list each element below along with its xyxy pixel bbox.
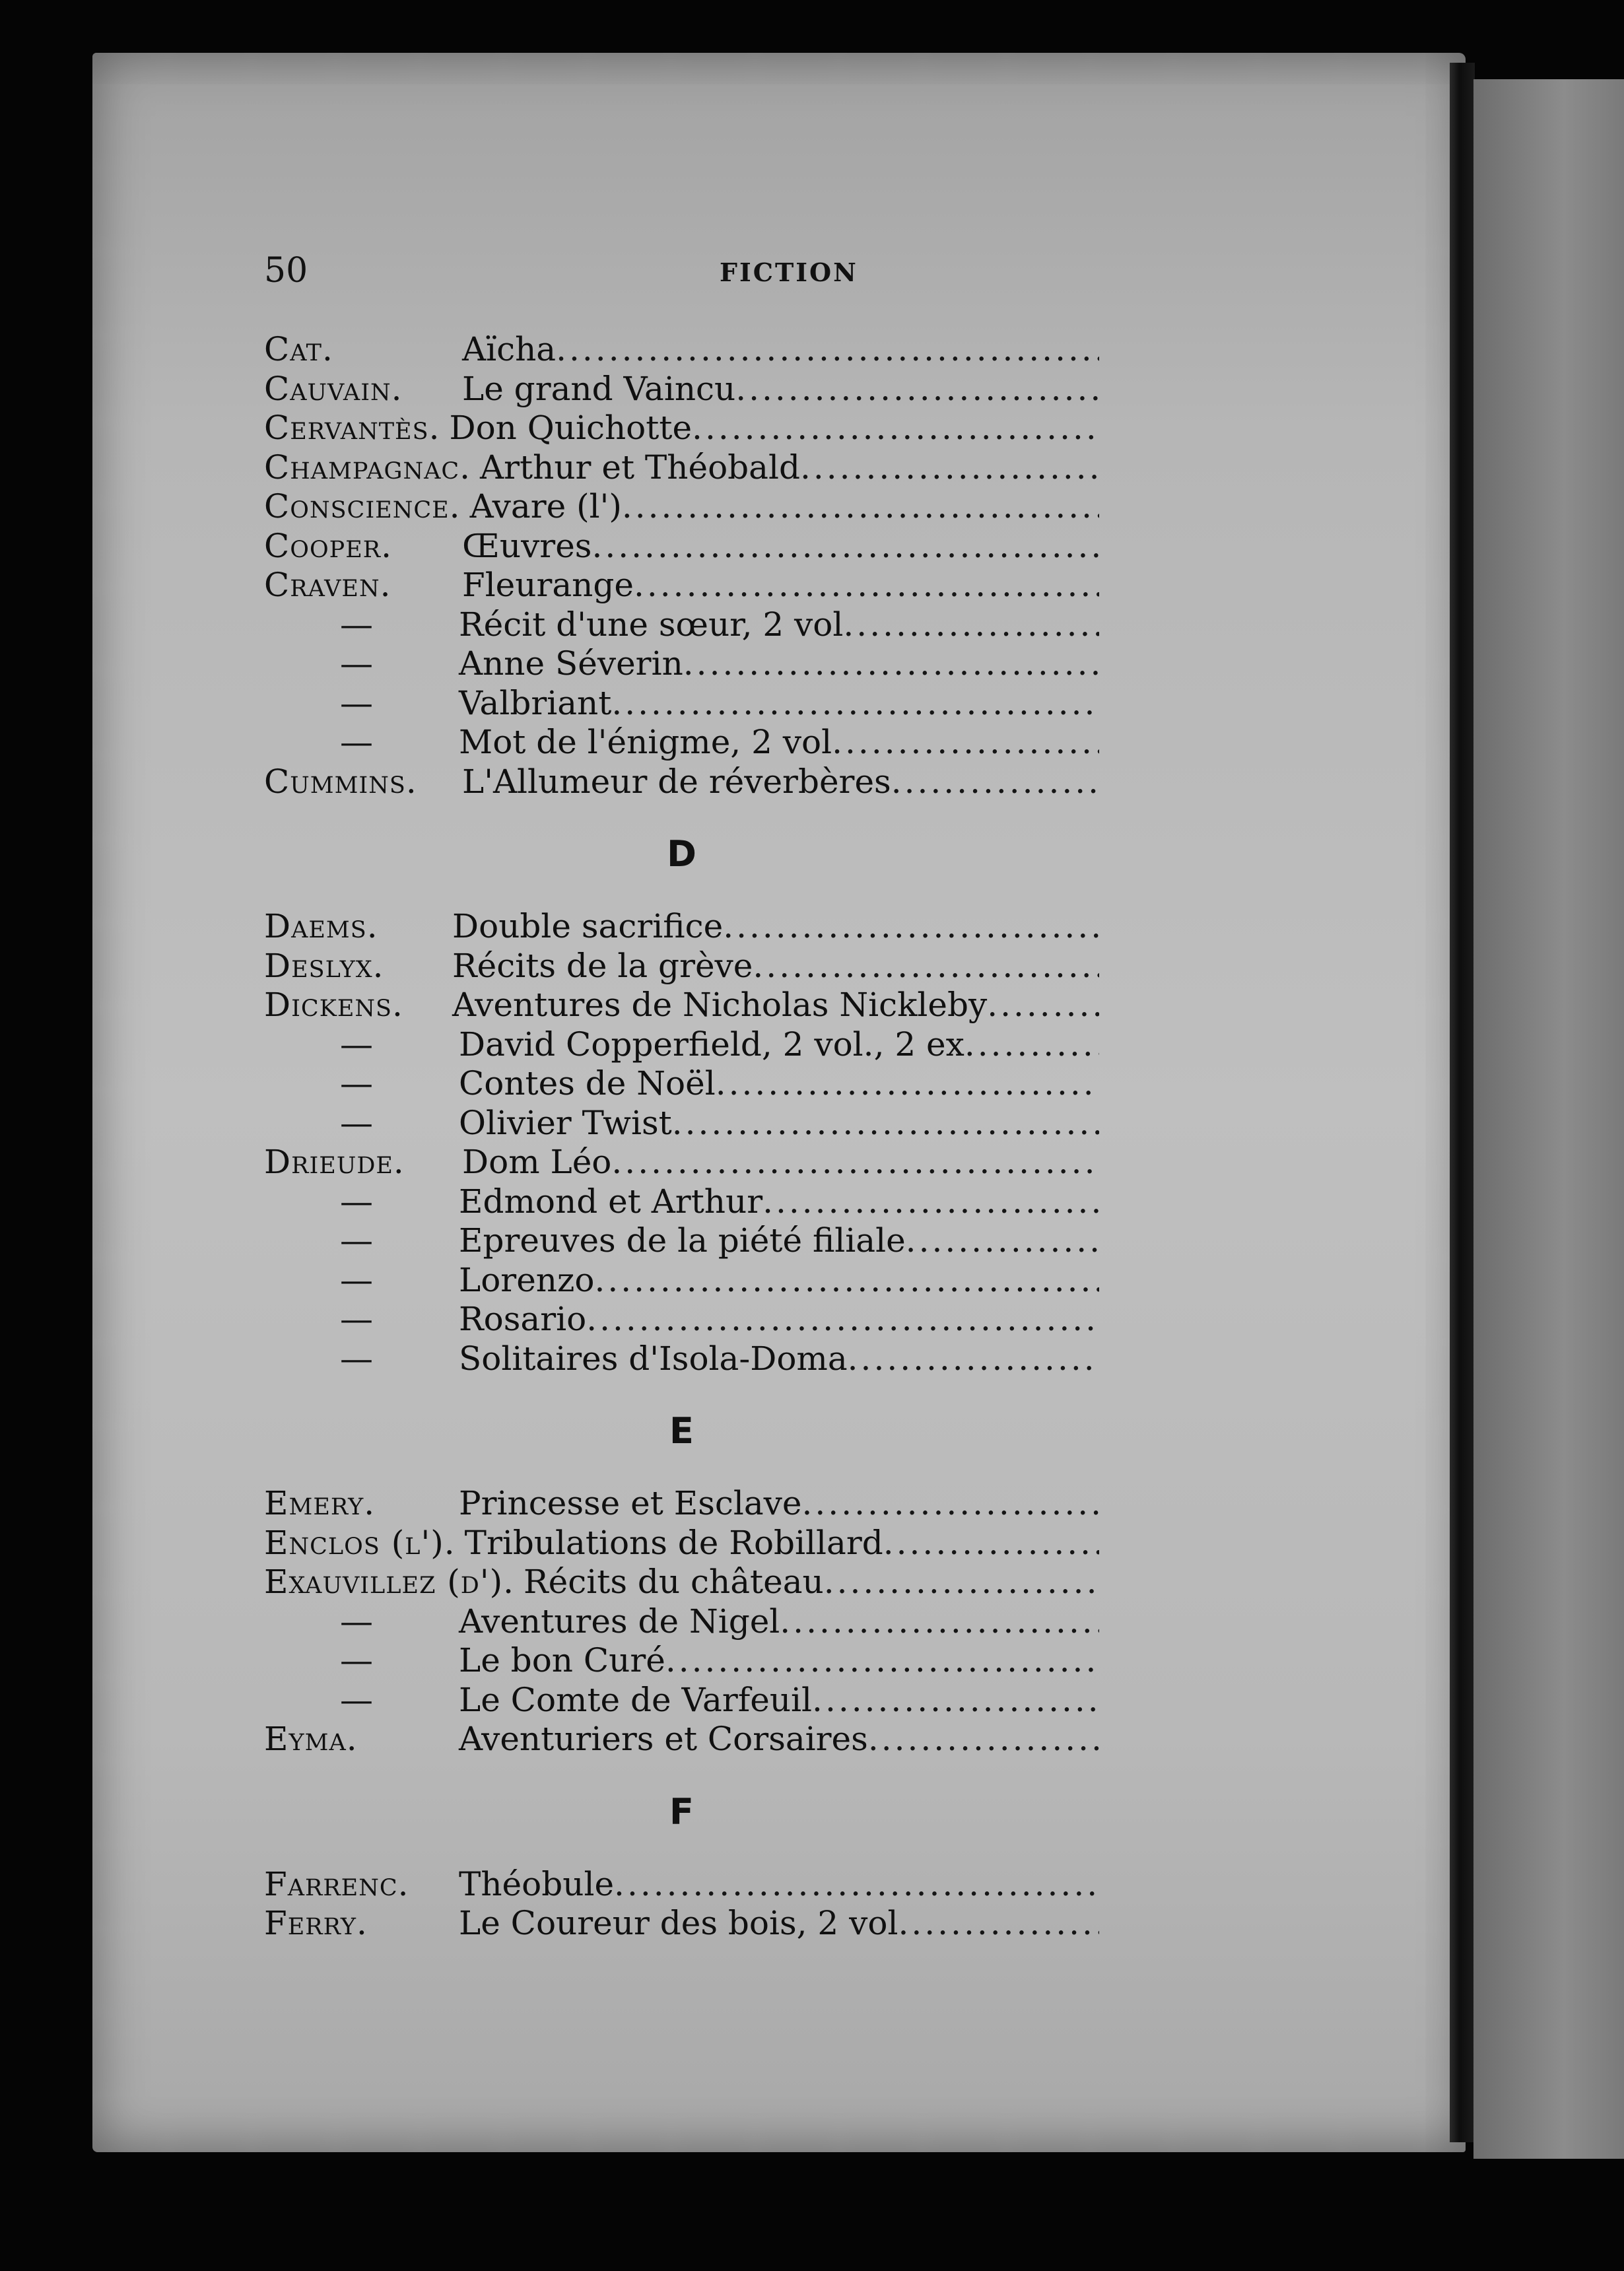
catalog-entry [264, 1300, 1099, 1339]
entry-title-line [459, 1221, 1099, 1261]
author-name: Farrenc. [264, 1864, 409, 1903]
ditto-dash: — [340, 1025, 373, 1064]
entry-title-line [462, 1143, 1099, 1182]
leader-dots [634, 566, 1099, 605]
entry-title-line [462, 527, 1099, 566]
section-letter: D [667, 833, 696, 875]
book-title: Tribulations de Robillard [464, 1523, 883, 1562]
leader-dots [672, 1104, 1099, 1143]
entry-title-line [459, 1025, 1099, 1065]
leader-dots [780, 1602, 1099, 1642]
entry-title-line [462, 763, 1099, 802]
leader-dots [594, 1261, 1099, 1301]
leader-dots [592, 527, 1099, 566]
leader-dots [883, 1524, 1099, 1563]
entry-title-line [459, 1339, 1099, 1379]
running-header [264, 251, 1096, 297]
entry-title-line [459, 723, 1099, 763]
catalog-entry [264, 684, 1099, 724]
book-title: Solitaires d'Isola-Doma [459, 1339, 848, 1378]
leader-dots [906, 1221, 1099, 1261]
book-title: Contes de Noël [459, 1064, 716, 1102]
book-title: Mot de l'énigme, 2 vol [459, 723, 832, 761]
author-name: Cauvain. [264, 369, 403, 408]
entry-title-line [459, 1182, 1099, 1222]
catalog-entry [264, 644, 1099, 684]
ditto-dash: — [340, 1339, 373, 1378]
section-letter: F [669, 1790, 694, 1833]
catalog-entry [264, 947, 1099, 986]
entry-title-line [459, 1300, 1099, 1339]
leader-dots [692, 409, 1099, 448]
author-name: Cooper. [264, 526, 392, 565]
author-name: Enclos (l'). [264, 1523, 456, 1562]
book-title: Valbriant [459, 683, 612, 722]
catalog-entry [264, 907, 1099, 947]
book-title: Aventuriers et Corsaires [459, 1720, 868, 1758]
leader-dots [735, 370, 1099, 409]
entry-title-line [459, 1484, 1099, 1524]
leader-dots [832, 723, 1099, 763]
entry-title-line [452, 947, 1099, 986]
entry-title-line [459, 1681, 1099, 1720]
book-title: Le grand Vaincu [462, 369, 736, 408]
catalog-entry [264, 1339, 1099, 1379]
catalog-entry [264, 1524, 1099, 1563]
book-title: Récits du château [524, 1563, 824, 1601]
ditto-dash: — [340, 644, 373, 683]
entry-title-line [524, 1563, 1099, 1602]
book-title: Olivier Twist [459, 1103, 672, 1142]
author-name: Ferry. [264, 1904, 368, 1942]
ditto-dash: — [340, 1602, 373, 1641]
leader-dots [898, 1904, 1099, 1944]
entry-title-line [459, 644, 1099, 684]
catalog-entry [264, 1064, 1099, 1104]
book-title: Avare (l') [469, 487, 622, 525]
leader-dots [586, 1300, 1099, 1339]
entry-title-line [459, 605, 1099, 645]
author-name: Exauvillez (d'). [264, 1563, 515, 1601]
entry-title-line [452, 986, 1099, 1025]
entry-title-line [480, 448, 1099, 488]
author-name: Craven. [264, 566, 391, 604]
leader-dots [723, 907, 1099, 947]
catalog-entry [264, 1025, 1099, 1065]
entry-title-line [470, 487, 1099, 527]
catalog-entry [264, 1904, 1099, 1944]
ditto-dash: — [340, 605, 373, 644]
ditto-dash: — [340, 1641, 373, 1679]
author-name: Drieude. [264, 1143, 405, 1181]
ditto-dash: — [340, 723, 373, 761]
catalog-entry [264, 527, 1099, 566]
ditto-dash: — [340, 1680, 373, 1719]
author-name: Deslyx. [264, 946, 384, 985]
author-name: Conscience. [264, 487, 461, 525]
leader-dots [622, 487, 1099, 527]
book-title: Princesse et Esclave [459, 1484, 802, 1522]
leader-dots [800, 448, 1099, 488]
catalog-entry [264, 370, 1099, 409]
catalog-entry [264, 1641, 1099, 1681]
leader-dots [611, 684, 1099, 724]
book-title: Lorenzo [459, 1260, 595, 1299]
leader-dots [716, 1064, 1099, 1104]
entry-title-line [449, 409, 1099, 448]
book-title: Arthur et Théobald [480, 448, 800, 487]
book-title: Fleurange [462, 566, 634, 604]
ditto-dash: — [340, 1182, 373, 1221]
book-title: Le Comte de Varfeuil [459, 1680, 813, 1719]
catalog-entry [264, 986, 1099, 1025]
catalog-entry [264, 1865, 1099, 1905]
catalog-entry [264, 487, 1099, 527]
book-title: Aventures de Nicholas Nickleby [452, 986, 988, 1024]
entry-title-line [459, 1641, 1099, 1681]
entry-title-line [459, 1104, 1099, 1143]
page-gutter [1450, 63, 1475, 2142]
catalog-entry [264, 1182, 1099, 1222]
catalog-entry [264, 409, 1099, 448]
author-name: Cat. [264, 330, 333, 368]
catalog-entry [264, 566, 1099, 605]
book-title: Théobule [459, 1864, 615, 1903]
leader-dots [614, 1865, 1099, 1905]
catalog-entry [264, 1720, 1099, 1759]
catalog-entry [264, 1104, 1099, 1143]
leader-dots [665, 1641, 1099, 1681]
book-title: Aïcha [462, 330, 557, 368]
book-title: Epreuves de la piété filiale [459, 1221, 906, 1260]
leader-dots [848, 1339, 1099, 1379]
leader-dots [824, 1563, 1099, 1602]
entry-title-line [462, 566, 1099, 605]
book-title: Aventures de Nigel [459, 1602, 780, 1641]
leader-dots [843, 605, 1099, 645]
ditto-dash: — [340, 1260, 373, 1299]
book-title: Œuvres [462, 526, 592, 565]
facing-page-edge [1473, 79, 1624, 2159]
page-number: 50 [264, 251, 308, 290]
author-name: Daems. [264, 907, 378, 945]
leader-dots [762, 1182, 1099, 1222]
catalog-entry [264, 1143, 1099, 1182]
book-title: Dom Léo [462, 1143, 612, 1181]
leader-dots [753, 947, 1099, 986]
entry-title-line [459, 1261, 1099, 1301]
leader-dots [611, 1143, 1099, 1182]
ditto-dash: — [340, 1064, 373, 1102]
catalog-entry [264, 448, 1099, 488]
entry-title-line [459, 1904, 1099, 1944]
catalog-entry [264, 330, 1099, 370]
book-title: Rosario [459, 1300, 587, 1338]
author-name: Emery. [264, 1484, 376, 1522]
author-name: Dickens. [264, 986, 403, 1024]
book-title: Don Quichotte [449, 409, 693, 447]
catalog-entry [264, 1261, 1099, 1301]
catalog-entry [264, 1484, 1099, 1524]
book-title: Récits de la grève [452, 946, 753, 985]
catalog-entry [264, 1681, 1099, 1720]
author-name: Cervantès. [264, 409, 440, 447]
leader-dots [812, 1681, 1099, 1720]
catalog-entry [264, 1221, 1099, 1261]
leader-dots [802, 1484, 1099, 1524]
entry-title-line [459, 1064, 1099, 1104]
entry-title-line [452, 907, 1099, 947]
catalog-entry [264, 1563, 1099, 1602]
entry-title-line [462, 370, 1099, 409]
leader-dots [556, 330, 1099, 370]
book-title: Le bon Curé [459, 1641, 665, 1679]
book-title: Edmond et Arthur [459, 1182, 763, 1221]
book-title: Le Coureur des bois, 2 vol [459, 1904, 898, 1942]
author-name: Cummins. [264, 762, 417, 801]
entry-title-line [459, 1602, 1099, 1642]
book-title: L'Allumeur de réverbères [462, 762, 891, 801]
entry-title-line [465, 1524, 1099, 1563]
book-title: Double sacrifice [452, 907, 724, 945]
catalog-entry [264, 605, 1099, 645]
ditto-dash: — [340, 1103, 373, 1142]
catalog-entry [264, 723, 1099, 763]
author-name: Eyma. [264, 1720, 358, 1758]
ditto-dash: — [340, 683, 373, 722]
entry-title-line [459, 1865, 1099, 1905]
book-title: David Copperfield, 2 vol., 2 ex [459, 1025, 964, 1064]
catalog-entry [264, 763, 1099, 802]
running-title: FICTION [720, 257, 858, 287]
entry-title-line [462, 330, 1099, 370]
leader-dots [987, 986, 1099, 1025]
entry-title-line [459, 684, 1099, 724]
catalog-entry [264, 1602, 1099, 1642]
entry-title-line [459, 1720, 1099, 1759]
book-title: Anne Séverin [459, 644, 683, 683]
author-name: Champagnac. [264, 448, 471, 487]
book-title: Récit d'une sœur, 2 vol [459, 605, 844, 644]
section-letter: E [669, 1410, 694, 1452]
leader-dots [683, 644, 1099, 684]
ditto-dash: — [340, 1221, 373, 1260]
leader-dots [964, 1025, 1099, 1065]
ditto-dash: — [340, 1300, 373, 1338]
catalog-list [264, 330, 1099, 1944]
leader-dots [868, 1720, 1099, 1759]
leader-dots [891, 763, 1099, 802]
